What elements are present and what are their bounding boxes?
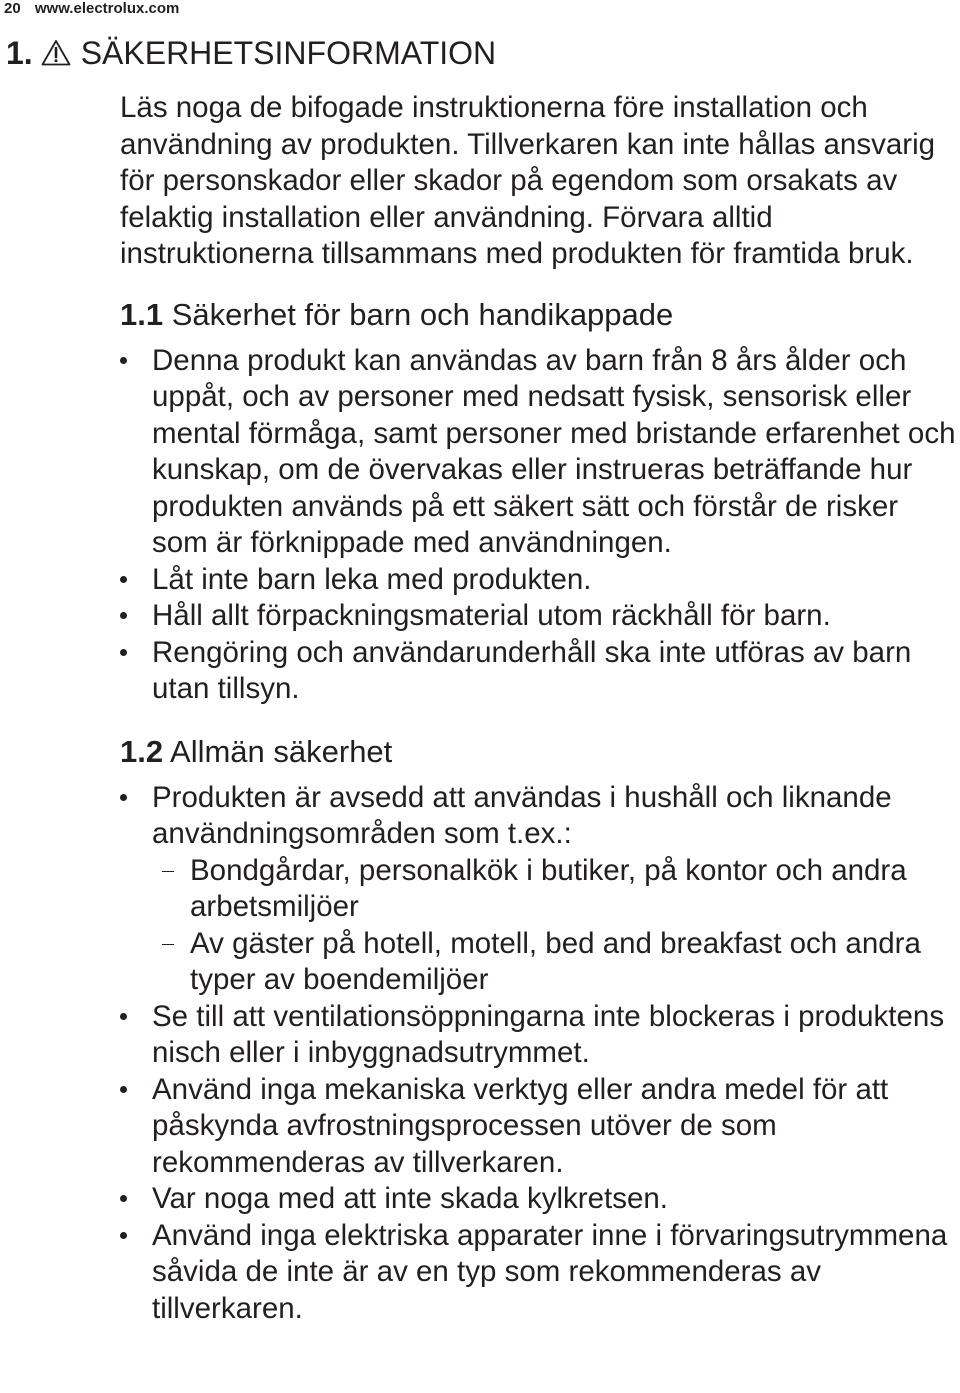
bullet-icon bbox=[120, 357, 127, 364]
list-item-text: Se till att ventilationsöppningarna inte blockeras i produktens nisch eller i inbyggnadsutrymmet. bbox=[152, 999, 945, 1069]
sub-list-item-text: Av gäster på hotell, motell, bed and breakfast och andra typer av boendemiljöer bbox=[190, 926, 921, 996]
list-item bbox=[120, 999, 958, 1072]
bullet-list bbox=[120, 780, 958, 1328]
list-item-text: Produkten är avsedd att användas i hushåll och liknande användningsområden som t.ex.: bbox=[152, 780, 892, 850]
section-general-safety bbox=[120, 732, 958, 1328]
content bbox=[120, 90, 958, 1327]
list-item-text: Låt inte barn leka med produkten. bbox=[152, 562, 592, 596]
list-item-text: Var noga med att inte skada kylkretsen. bbox=[152, 1182, 668, 1215]
bullet-icon bbox=[120, 649, 127, 656]
bullet-icon bbox=[120, 1013, 127, 1020]
warning-triangle-icon bbox=[41, 39, 71, 66]
list-item bbox=[120, 780, 958, 999]
section-heading bbox=[120, 732, 958, 772]
heading-title: SÄKERHETSINFORMATION bbox=[80, 35, 497, 71]
section-number: 1.1 bbox=[120, 296, 164, 332]
list-item-text: Använd inga elektriska apparater inne i förvaringsutrymmena såvida de inte är av en typ som rekommenderas av tillverkaren. bbox=[152, 1218, 948, 1325]
list-item bbox=[120, 1072, 958, 1182]
bullet-icon bbox=[120, 612, 127, 619]
section-title: Säkerhet för barn och handikappade bbox=[171, 296, 674, 332]
page-title bbox=[6, 32, 496, 74]
section-child-safety bbox=[120, 295, 958, 708]
bullet-icon bbox=[120, 794, 127, 801]
bullet-list bbox=[120, 343, 958, 708]
bullet-icon bbox=[120, 1232, 127, 1239]
sub-list-item-text: Bondgårdar, personalkök i butiker, på kontor och andra arbetsmiljöer bbox=[190, 853, 907, 923]
list-item-text: Denna produkt kan användas av barn från 8 års ålder och uppåt, och av personer med nedsatt fysisk, sensorisk eller mental förmåga, samt personer med bristande erfarenhet och kunskap, om de övervakas eller instrueras beträffande hur produkten används på ett säkert sätt och förstår de risker som är förknippade med användningen. bbox=[152, 343, 956, 559]
list-item-text: Håll allt förpackningsmaterial utom räckhåll för barn. bbox=[152, 599, 831, 632]
page-number: 20 bbox=[4, 0, 21, 17]
website-url: www.electrolux.com bbox=[34, 0, 180, 17]
list-item bbox=[120, 343, 958, 562]
list-item bbox=[120, 598, 958, 635]
list-item bbox=[120, 1181, 958, 1218]
intro-paragraph: Läs noga de bifogade instruktionerna före installation och användning av produkten. Tillverkaren kan inte hållas ansvarig för personskador eller skador på egendom som orsakats av felaktig installation eller användning. Förvara alltid instruktionerna tillsammans med produkten för framtida bruk. bbox=[120, 91, 936, 270]
dash-icon bbox=[162, 871, 174, 873]
bullet-icon bbox=[120, 576, 127, 583]
page-header bbox=[4, 0, 179, 18]
section-heading bbox=[120, 295, 958, 335]
list-item-text: Rengöring och användarunderhåll ska inte utföras av barn utan tillsyn. bbox=[152, 635, 912, 705]
section-number: 1.2 bbox=[120, 733, 164, 769]
dash-list bbox=[152, 853, 958, 999]
bullet-icon bbox=[120, 1086, 127, 1093]
sub-list-item bbox=[152, 853, 958, 926]
dash-icon bbox=[162, 944, 174, 946]
list-item bbox=[120, 1218, 958, 1328]
list-item-text: Använd inga mekaniska verktyg eller andra medel för att påskynda avfrostningsprocessen utöver de som rekommenderas av tillverkaren. bbox=[152, 1072, 889, 1179]
list-item bbox=[120, 562, 958, 599]
sub-list-item bbox=[152, 926, 958, 999]
bullet-icon bbox=[120, 1195, 127, 1202]
section-title: Allmän säkerhet bbox=[170, 733, 393, 769]
list-item bbox=[120, 635, 958, 708]
heading-number: 1. bbox=[6, 35, 33, 71]
